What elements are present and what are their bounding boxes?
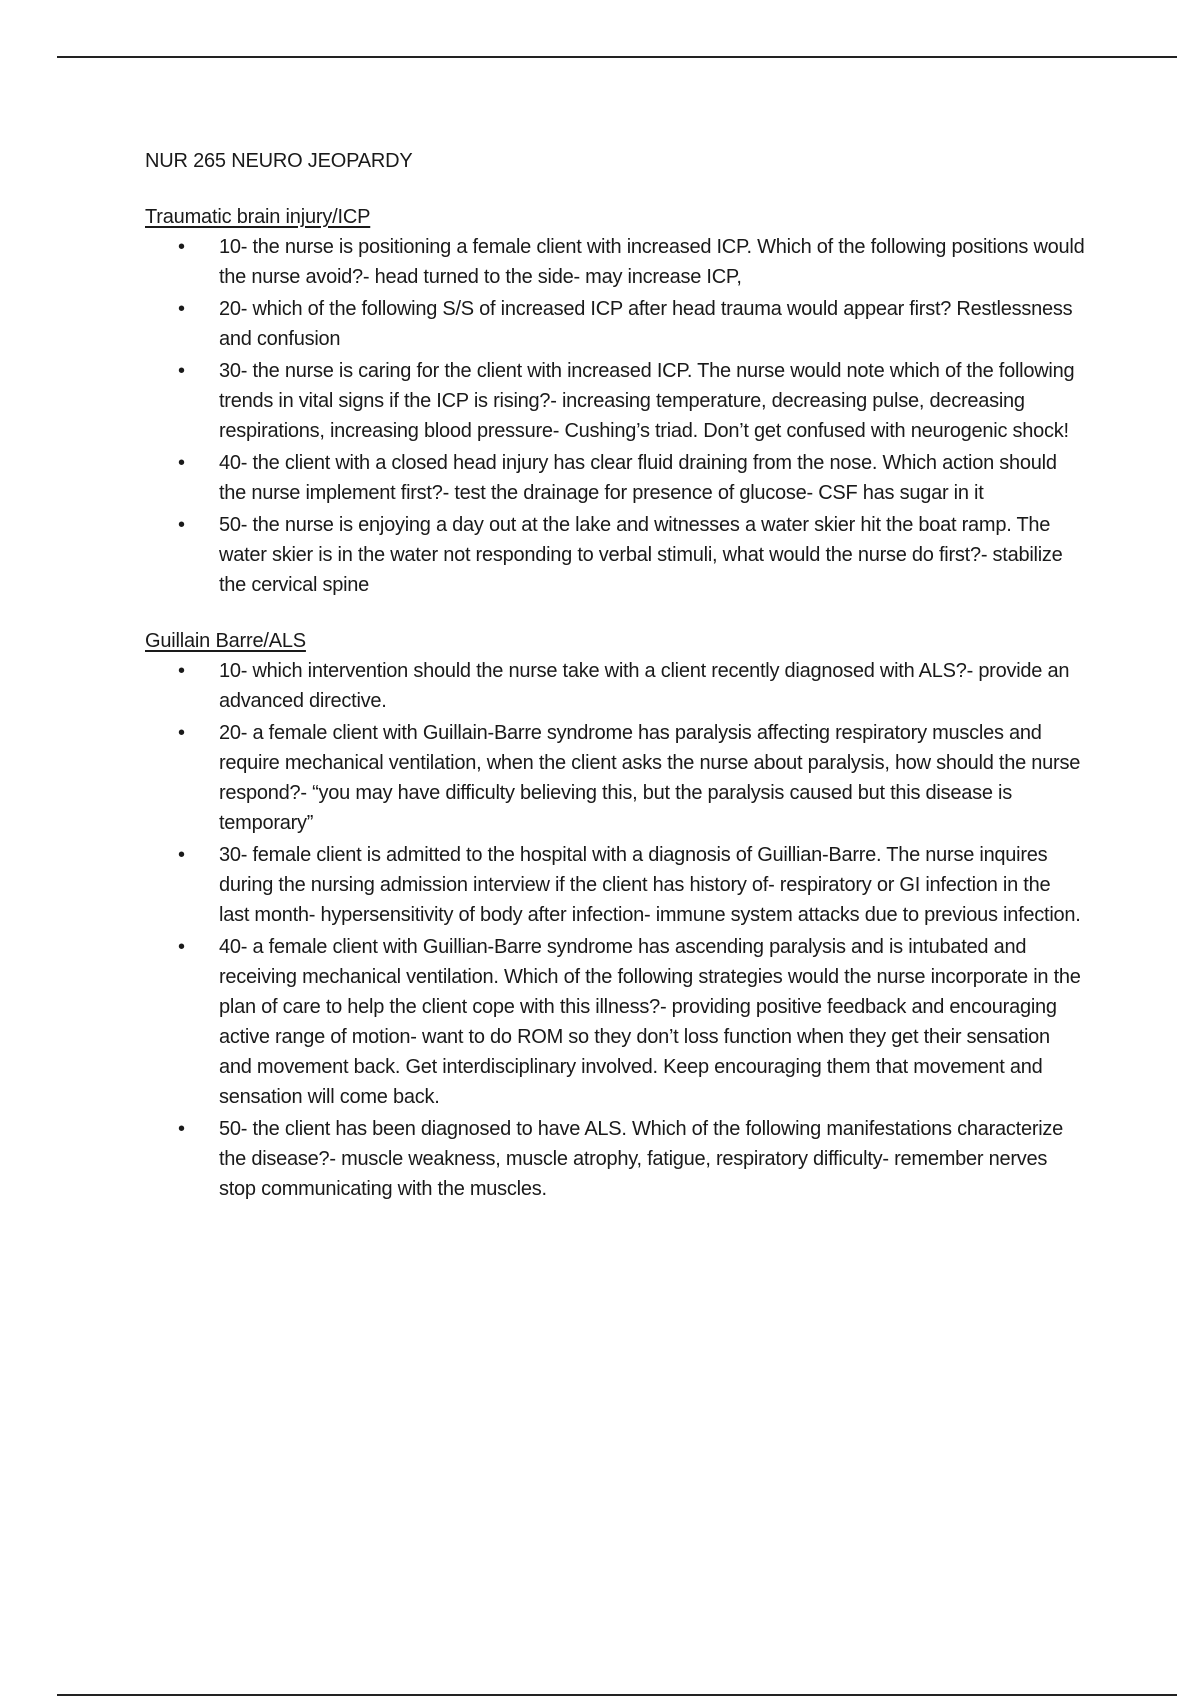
bullet-icon: • [178, 360, 185, 382]
item-text: 10- which intervention should the nurse take with a client recently diagnosed with ALS?- provide an advanced directive. [219, 660, 1070, 712]
list-item [145, 294, 1085, 354]
item-text: 10- the nurse is positioning a female client with increased ICP. Which of the following positions would the nurse avoid?- head turned to the side- may increase ICP, [219, 236, 1085, 288]
list-item [145, 356, 1085, 446]
item-text: 20- which of the following S/S of increased ICP after head trauma would appear first? Restlessness and confusion [219, 298, 1073, 350]
item-text: 40- a female client with Guillian-Barre syndrome has ascending paralysis and is intubated and receiving mechanical ventilation. Which of the following strategies would the nurse incorporate in the plan of care to help the client cope with this illness?- providing positive feedback and encouraging active range of motion- want to do ROM so they don’t loss function when they get their sensation and movement back. Get interdisciplinary involved. Keep encouraging them that movement and sensation will come back. [219, 936, 1081, 1108]
item-text: 20- a female client with Guillain-Barre syndrome has paralysis affecting respiratory muscles and require mechanical ventilation, when the client asks the nurse about paralysis, how should the nurse respond?- “you may have difficulty believing this, but the paralysis caused but this disease is temporary” [219, 722, 1081, 834]
item-text: 50- the nurse is enjoying a day out at the lake and witnesses a water skier hit the boat ramp. The water skier is in the water not responding to verbal stimuli, what would the nurse do first?- stabilize the cervical spine [219, 514, 1063, 596]
bullet-icon: • [178, 514, 185, 536]
bullet-icon: • [178, 660, 185, 682]
bullet-icon: • [178, 844, 185, 866]
item-text: 30- the nurse is caring for the client with increased ICP. The nurse would note which of the following trends in vital signs if the ICP is rising?- increasing temperature, decreasing pulse, decreasing respirations, increasing blood pressure- Cushing’s triad. Don’t get confused with neurogenic shock! [219, 360, 1075, 442]
list-item [145, 448, 1085, 508]
question-list [145, 656, 1085, 1204]
list-item [145, 656, 1085, 716]
section-guillain-barre-als [145, 626, 1085, 1204]
bottom-rule [57, 1694, 1177, 1696]
question-list [145, 232, 1085, 600]
list-item [145, 1114, 1085, 1204]
section-heading: Guillain Barre/ALS [145, 630, 306, 652]
item-text: 50- the client has been diagnosed to have ALS. Which of the following manifestations characterize the disease?- muscle weakness, muscle atrophy, fatigue, respiratory difficulty- remember nerves stop communicating with the muscles. [219, 1118, 1064, 1200]
bullet-icon: • [178, 936, 185, 958]
item-text: 30- female client is admitted to the hospital with a diagnosis of Guillian-Barre. The nurse inquires during the nursing admission interview if the client has history of- respiratory or GI infection in the last month- hypersensitivity of body after infection- immune system attacks due to previous infection. [219, 844, 1081, 926]
top-rule [57, 56, 1177, 58]
bullet-icon: • [178, 236, 185, 258]
document-body [145, 146, 1085, 1230]
bullet-icon: • [178, 298, 185, 320]
list-item [145, 232, 1085, 292]
list-item [145, 510, 1085, 600]
list-item [145, 718, 1085, 838]
bullet-icon: • [178, 452, 185, 474]
bullet-icon: • [178, 1118, 185, 1140]
item-text: 40- the client with a closed head injury has clear fluid draining from the nose. Which action should the nurse implement first?- test the drainage for presence of glucose- CSF has sugar in it [219, 452, 1057, 504]
list-item [145, 840, 1085, 930]
bullet-icon: • [178, 722, 185, 744]
section-heading: Traumatic brain injury/ICP [145, 206, 371, 228]
section-traumatic-brain-injury [145, 202, 1085, 600]
document-title: NUR 265 NEURO JEOPARDY [145, 150, 413, 172]
list-item [145, 932, 1085, 1112]
